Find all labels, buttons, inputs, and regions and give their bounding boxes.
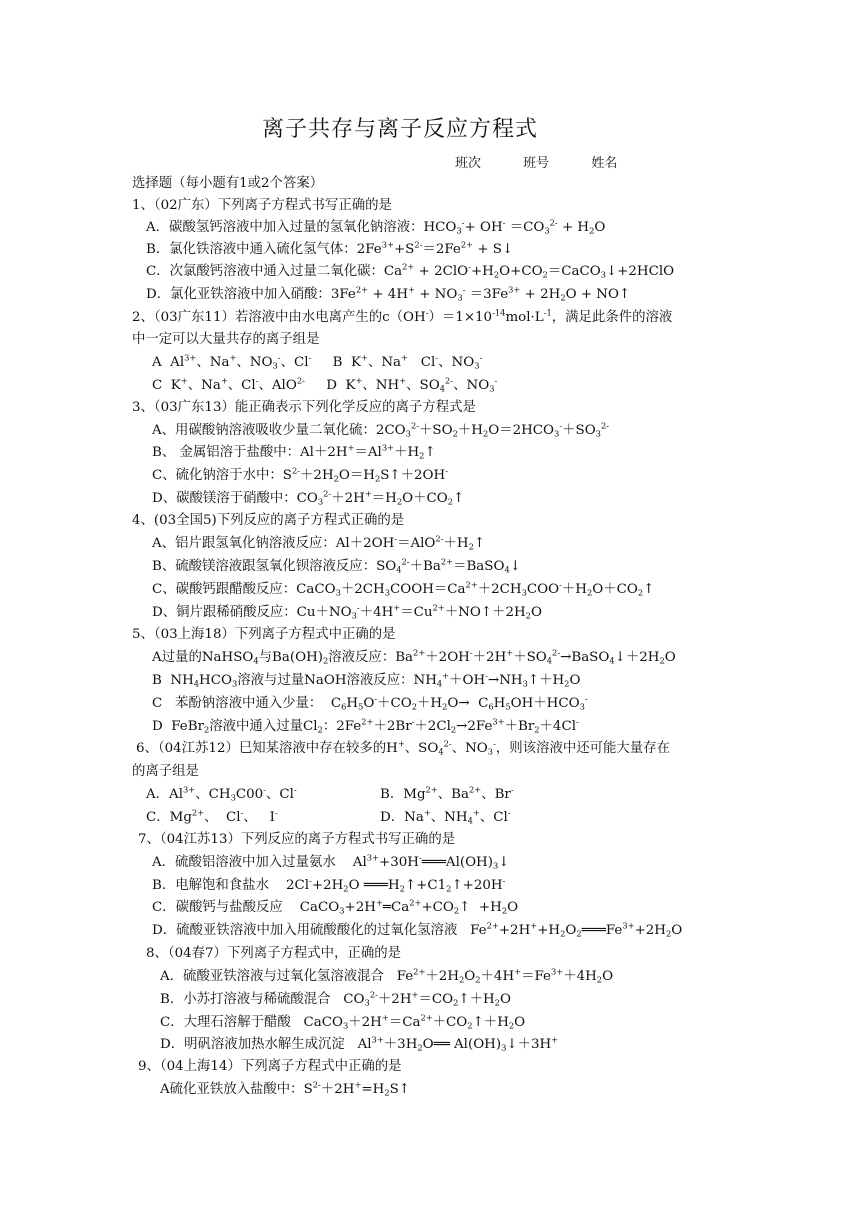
question-8-option-c: C．大理石溶解于醋酸 $CaCO_3+2H^+=Ca^{2+}+CO_2↑+H_2O$ bbox=[160, 1012, 526, 1031]
question-7-stem: 7、（04江苏13）下列反应的离子方程式书写正确的是 bbox=[138, 832, 456, 847]
question-1-stem: 1、（02广东）下列离子方程式书写正确的是 bbox=[132, 198, 392, 213]
question-5-option-b: B $NH_4HCO_3$溶液与过量NaOH溶液反应：$NH_4^++OH^-\to NH_3↑+H_2O$ bbox=[152, 670, 581, 689]
question-3-stem: 3、（03广东13）能正确表示下列化学反应的离子方程式是 bbox=[132, 400, 476, 415]
question-4-option-d: D、铜片跟稀硝酸反应：$Cu+NO_3^-+4H^+=Cu^{2+}+NO↑+2H_2O$ bbox=[152, 602, 542, 621]
question-8-option-a: A．硫酸亚铁溶液与过氧化氢溶液混合 $Fe^{2+}+2H_2O_2+4H^+=Fe^{3+}+4H_2O$ bbox=[160, 966, 614, 985]
question-1-option-a: A．碳酸氢钙溶液中加入过量的氢氧化钠溶液：$HCO_3^-+ OH^- =CO_3^{2-} + H_2O$ bbox=[146, 217, 606, 236]
question-3-option-d: D、碳酸镁溶于硝酸中：$CO_3^{2-}+2H^+=H_2O+CO_2↑$ bbox=[152, 488, 465, 507]
question-1-option-b: B．氯化铁溶液中通入硫化氢气体：$2Fe^{3+}+S^{2-}=2Fe^{2+}$ + S↓ bbox=[146, 239, 514, 257]
name-field-label: 姓名 bbox=[591, 156, 618, 171]
question-1-option-d: D．氯化亚铁溶液中加入硝酸：$3Fe^{2+} + 4H^+ + NO_3^- =3Fe^{3+} + 2H_2O$ + NO↑ bbox=[146, 284, 631, 303]
question-3-option-a: A、用碳酸钠溶液吸收少量二氧化硫：$2CO_3^{2-}+SO_2+H_2O=2HCO_3^-+SO_3^{2-}$ bbox=[152, 420, 610, 439]
question-8-stem: 8、（04春7）下列离子方程式中，正确的是 bbox=[146, 946, 402, 961]
page-title: 离子共存与离子反应方程式 bbox=[261, 117, 538, 142]
question-4-option-b: B、硫酸镁溶液跟氢氧化钡溶液反应：$SO_4^{2-}+Ba^{2+}=BaSO_4↓$ bbox=[152, 556, 521, 575]
question-2-options-ab: A $Al^{3+}$、Na+、$NO_3^-$、Cl- B K+、Na+ Cl-、$NO_3^-$ bbox=[152, 352, 483, 371]
question-3-option-b: B、 金属铝溶于盐酸中：$Al+2H^+=Al^{3+}+H_2↑$ bbox=[152, 442, 436, 461]
question-2-options-cd: C K+、Na+、Cl-、AlO$^{2-}$ D K+、NH+、$SO_4^{2-}$、$NO_3^-$ bbox=[152, 375, 498, 394]
question-8-option-b: B．小苏打溶液与稀硫酸混合 $CO_3^{2-}+2H^+=CO_2↑+H_2O$ bbox=[160, 989, 511, 1008]
question-4-option-c: C、碳酸钙跟醋酸反应：$CaCO_3+2CH_3COOH=Ca^{2+}+2CH_3COO^-+H_2O+CO_2↑$ bbox=[152, 579, 655, 598]
question-5-option-d: D FeBr$_2$溶液中通入过量$Cl_2$：$2Fe^{2+}+2Br^-+2Cl_2\to 2Fe^{3+}+Br_2+4Cl^-$ bbox=[152, 716, 579, 735]
instruction-text: 选择题（每小题有1或2个答案） bbox=[132, 176, 324, 191]
question-6-option-a: A．$Al^{3+}$、$CH_3C00^-$、Cl- bbox=[146, 784, 297, 803]
question-6-option-c: C．$Mg^{2+}$、 Cl-、 I- bbox=[146, 807, 278, 825]
question-6-option-b: B．$Mg^{2+}$、$Ba^{2+}$、Br- bbox=[380, 784, 514, 802]
question-5-option-c: C 苯酚钠溶液中通入少量： $C_6H_5O^-+CO_2+H_2O\to C_6H_5OH+HCO_3^-$ bbox=[152, 693, 588, 712]
question-5-option-a: A过量的NaHSO$_4$与$Ba(OH)_2$溶液反应：$Ba^{2+}+2OH^-+2H^++SO_4^{2-}\to BaSO_4↓+2H_2O$ bbox=[152, 647, 676, 666]
question-7-option-a: A．硫酸铝溶液中加入过量氨水 $Al^{3+}+30H^-═══Al(OH)_3↓$ bbox=[152, 852, 510, 871]
question-1-option-c: C．次氯酸钙溶液中通入过量二氧化碳：$Ca^{2+}$ + $2ClO^-+H_2O+CO_2=CaCO_3↓+2HClO$ bbox=[146, 261, 675, 280]
question-2-stem-line-2: 中一定可以大量共存的离子组是 bbox=[132, 332, 320, 347]
question-7-option-b: B．电解饱和食盐水 $2Cl^-+2H_2O$ $═══H_2↑+C1_2↑+20H^-$ bbox=[152, 875, 506, 894]
question-2-stem-line-1: 2、（03广东11）若溶液中由水电离产生的$c(OH^-)=1\times 10^{-14}mol\cdot L^{-1}$，满足此条件的溶液 bbox=[132, 307, 673, 325]
question-7-option-c: C．碳酸钙与盐酸反应 $CaCO_3+2H^+═Ca^{2+}+CO_2↑ +H_2O$ bbox=[152, 897, 519, 916]
question-7-option-d: D．硫酸亚铁溶液中加入用硫酸酸化的过氧化氢溶液 $Fe^{2+}+2H^++H_2O_2═══Fe^{3+}+2H_2O$ bbox=[152, 920, 683, 939]
question-6-stem-line-1: 6、（04江苏12）巳知某溶液中存在较多的H+、$SO_4^{2-}$、$NO_3^-$，则该溶液中还可能大量存在 bbox=[136, 738, 670, 757]
question-6-option-d: D．Na+、$NH_4^+$、Cl- bbox=[380, 807, 511, 826]
student-info-fields bbox=[455, 152, 617, 171]
question-3-option-c: C、硫化钠溶于水中：$S^{2-}+2H_2O=H_2S↑+2OH^-$ bbox=[152, 465, 449, 484]
question-8-option-d: D．明矾溶液加热水解生成沉淀 $Al^{3+}+3H_2O══$ $Al(OH)_3↓+3H^+$ bbox=[160, 1034, 559, 1053]
class-number-field-label: 班号 bbox=[523, 156, 550, 171]
question-5-stem: 5、（03上海18）下列离子方程式中正确的是 bbox=[132, 627, 396, 642]
class-field-label: 班次 bbox=[455, 156, 482, 171]
question-4-option-a: A、铝片跟氢氧化钠溶液反应：$Al+2OH^-=AlO^{2-}+H_2↑$ bbox=[152, 533, 486, 552]
question-9-option-a: A硫化亚铁放入盐酸中：$S^{2-}+2H^+=H_2S↑$ bbox=[160, 1079, 410, 1098]
question-6-stem-line-2: 的离子组是 bbox=[132, 764, 199, 779]
question-4-stem: 4、(03全国5)下列反应的离子方程式正确的是 bbox=[132, 513, 405, 528]
question-9-stem: 9、（04上海14）下列离子方程式中正确的是 bbox=[138, 1059, 402, 1074]
